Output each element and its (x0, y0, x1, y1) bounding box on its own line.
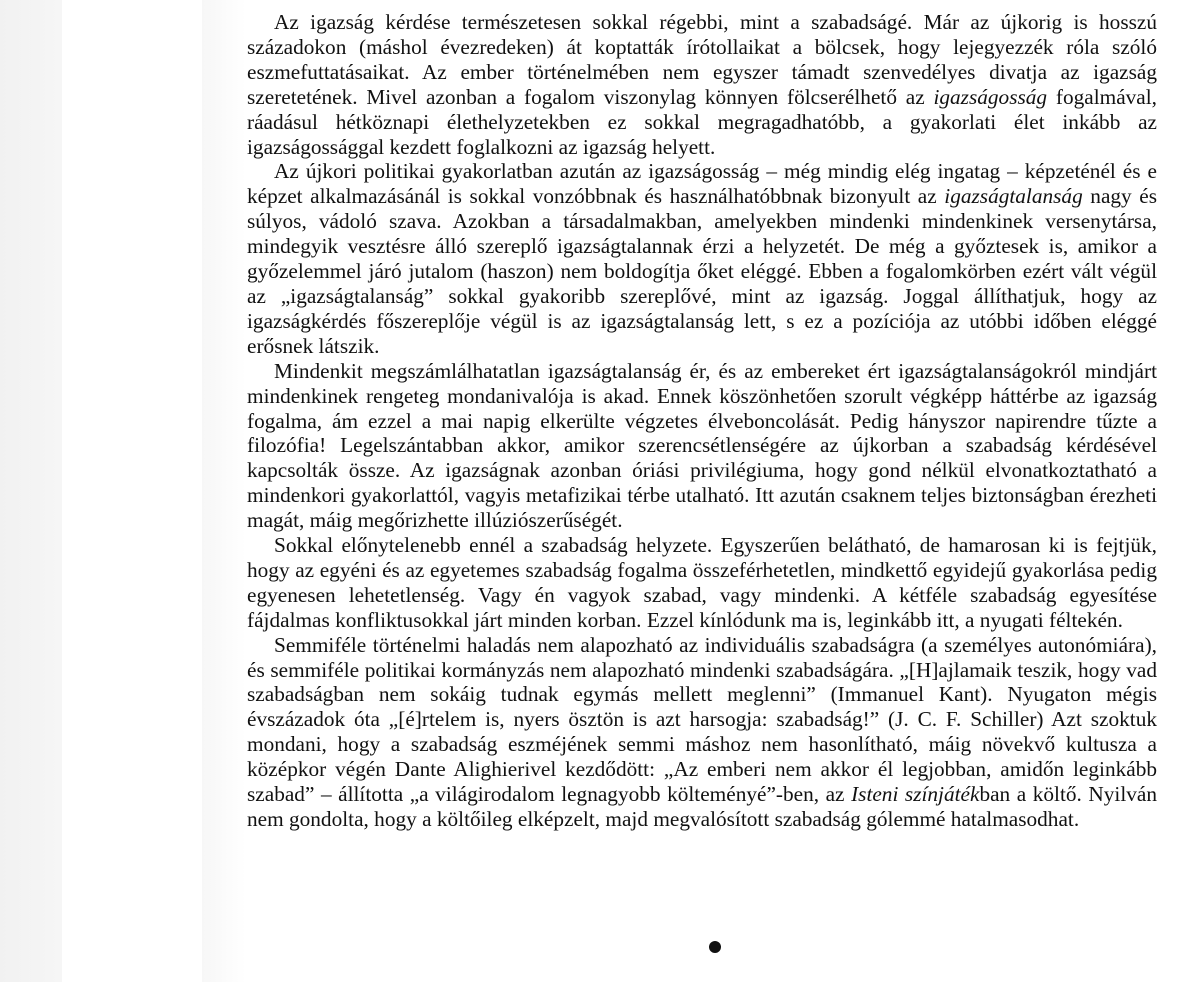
paragraph-4 (247, 533, 1157, 633)
paragraph-segment: fogalmával, ráadásul hétköznapi élethelyzetekben ez sokkal megragadhatóbb, a gyakorlati élet inkább az igazságossággal kezdett foglalkozni az igazság helyett. (247, 84, 1157, 159)
paragraph-segment: Sokkal előnytelenebb ennél a szabadság helyzete. Egyszerűen belátható, de hamarosan ki is fejtjük, hogy az egyéni és az egyetemes szabadság fogalma összeférhetetlen, mindkettő egyidejű gyakorlása pedig egyenesen lehetetlenség. Vagy én vagyok szabad, vagy mindenki. A kétféle szabadság egyesítése fájdalmas konfliktusokkal járt minden korban. Ezzel kínlódunk ma is, leginkább itt, a nyugati féltekén. (247, 533, 1157, 632)
paragraph-segment: nagy és súlyos, vádoló szava. Azokban a társadalmakban, amelyekben mindenki mindenkinek versenytársa, mindegyik vesztésre álló szereplő igazságtalannak érzi a helyzetét. De még a győztesek is, amikor a győzelemmel járó jutalom (haszon) nem boldogítja őket eléggé. Ebben a fogalomkörben ezért vált végül az „igazságtalanság” sokkal gyakoribb szereplővé, mint az igazság. Joggal állíthatjuk, hogy az igazságkérdés főszereplője végül is az igazságtalanság lett, s ez a pozíciója az utóbbi időben eléggé erősnek látszik. (247, 184, 1157, 358)
bullet-glyph (709, 941, 721, 953)
paragraph-segment: Az igazság kérdése természetesen sokkal régebbi, mint a szabadságé. Már az újkorig is hosszú századokon (máshol évezredeken) át koptatták írótollaikat a bölcsek, hogy lejegyezzék róla szóló eszmefuttatásaikat. Az ember történelmében nem egyszer támadt szenvedélyes divatja az igazság szeretetének. Mivel azonban a fogalom viszonylag könnyen fölcserélhető az (247, 10, 1157, 109)
paragraph-segment: Az újkori politikai gyakorlatban azután az igazságosság – még mindig elég ingatag – képzeténél és e képzet alkalmazásánál is sokkal vonzóbbnak és használhatóbbnak bizonyult az (247, 159, 1157, 209)
paragraph-segment: Mindenkit megszámlálhatatlan igazságtalanság ér, és az embereket ért igazságtalanságokról mindjárt mindenkinek rengeteg mondanivalója is akad. Ennek köszönhetően szorult végképp háttérbe az igazság fogalma, ám ezzel a mai napig elkerülte végzetes élveboncolását. Pedig hányszor napirendre tűzte a filozófia! Legelszántabban akkor, amikor szerencsétlenségére az újkorban a szabadság kérdésével kapcsolták össze. Az igazságnak azonban óriási privilégiuma, hogy gond nélkül elvonatkoztatható a mindenkori gyakorlattól, vagyis metafizikai térbe utalható. Itt azután csaknem teljes biztonságban érezheti magát, máig megőrizhette illúziószerűségét. (247, 358, 1157, 533)
page-edge-shadow (202, 0, 246, 982)
page-body-text (247, 10, 1157, 832)
paragraph-5 (247, 633, 1157, 832)
paragraph-segment-italic: Isteni színjáték (851, 782, 980, 807)
paragraph-3 (247, 359, 1157, 533)
page-gutter (62, 0, 202, 982)
paragraph-1 (247, 10, 1157, 159)
paragraph-segment-italic: igazságtalanság (944, 184, 1083, 209)
paragraph-segment: Semmiféle történelmi haladás nem alapozható az individuális szabadságra (a személyes autonómiára), és semmiféle politikai kormányzás nem alapozható mindenki szabadságára. „[H]ajlamaik teszik, hogy vad szabadságban nem sokáig tudnak egymás mellett meglenni” (Immanuel Kant). Nyugaton mégis évszázadok óta „[é]rtelem is, nyers ösztön is azt harsogja: szabadság!” (J. C. F. Schiller) Azt szoktuk mondani, hogy a szabadság eszméjének semmi máshoz nem hasonlítható, máig növekvő kultusza a középkor végén Dante Alighierivel kezdődött: „Az emberi nem akkor él legjobban, amidőn leginkább szabad” – állította „a világirodalom legnagyobb költeményé”-ben, az (247, 632, 1157, 807)
paragraph-2 (247, 159, 1157, 358)
paragraph-segment: ban a költő. Nyilván nem gondolta, hogy a költőileg elképzelt, majd megvalósított szabadság gólemmé hatalmasodhat. (247, 782, 1157, 831)
paragraph-segment-italic: igazságosság (933, 84, 1048, 109)
viewer-left-margin (0, 0, 62, 982)
